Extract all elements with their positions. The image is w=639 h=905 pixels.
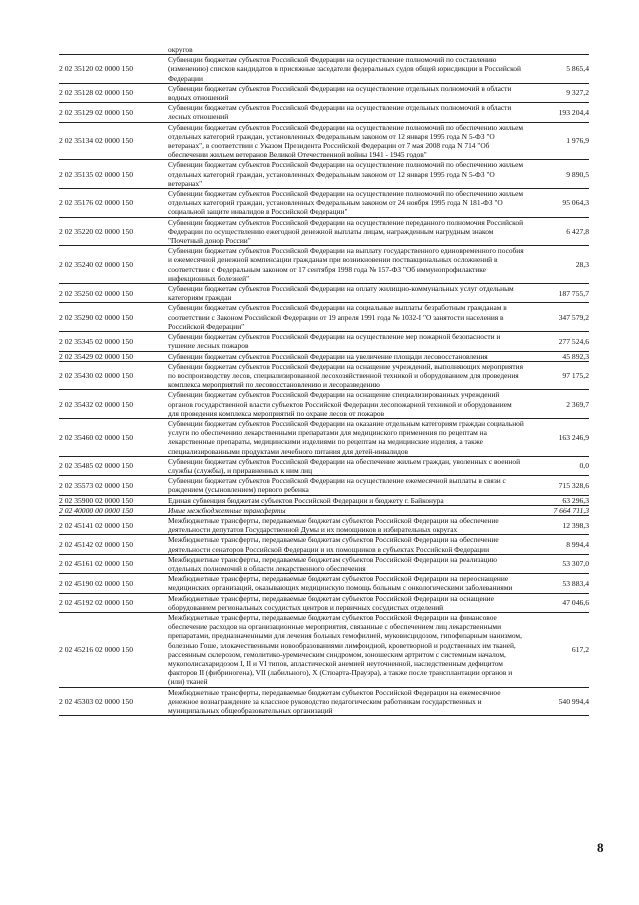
budget-revenue-table	[59, 45, 589, 716]
revenue-description: Субвенции бюджетам субъектов Российской Федерации на выплату государственного единовременного пособия и ежемесячной денежной компенсации гражданам при возникновении поствакцинальных осложнений в соответствии с Федеральным законом от 17 сентября 1998 года № 157-ФЗ "Об иммунопрофилактике инфекционных болезней"	[168, 246, 524, 283]
table-row	[59, 419, 589, 457]
revenue-description: Межбюджетные трансферты, передаваемые бюджетам субъектов Российской Федерации на обеспечение деятельности депутатов Государственной Думы и их помощников в избирательных округах	[168, 515, 499, 535]
revenue-amount: 347 579,2	[558, 312, 589, 322]
revenue-amount: 9 890,5	[566, 169, 589, 179]
revenue-code: 2 02 35128 02 0000 150	[59, 88, 134, 98]
revenue-description: Единая субвенция бюджетам субъектов Российской Федерации и бюджету г. Байконура	[168, 495, 444, 505]
revenue-code: 2 02 35900 02 0000 150	[59, 495, 134, 505]
revenue-code: 2 02 35129 02 0000 150	[59, 107, 134, 117]
table-row	[59, 218, 589, 247]
revenue-code: 2 02 35460 02 0000 150	[59, 432, 134, 442]
revenue-code: 2 02 35345 02 0000 150	[59, 336, 134, 346]
table-row	[59, 476, 589, 495]
page-number: 8	[597, 840, 604, 855]
table-row	[59, 352, 589, 362]
revenue-amount: 45 892,3	[562, 351, 589, 361]
table-row	[59, 362, 589, 391]
revenue-description: Межбюджетные трансферты, передаваемые бюджетам субъектов Российской Федерации на реализацию отдельных полномочий в области лекарственного обеспечения	[168, 554, 498, 573]
revenue-code: 2 02 45216 02 0000 150	[59, 645, 134, 655]
revenue-description: Межбюджетные трансферты, передаваемые бюджетам субъектов Российской Федерации на переоснащение медицинских организаций, оказывающих медицинскую помощь больным с онкологическими заболеваниями	[168, 574, 513, 593]
revenue-description: Субвенции бюджетам субъектов Российской Федерации на осуществление полномочий по обеспечению жильем отдельных категорий граждан, установленных Федеральным законом от 24 ноября 1995 года N 181-ФЗ "О социальной защите инвалидов в Российской Федерации"	[168, 189, 524, 217]
revenue-code: 2 02 35135 02 0000 150	[59, 169, 134, 179]
revenue-code: 2 02 40000 00 0000 150	[59, 505, 134, 515]
revenue-description: Субвенции бюджетам субъектов Российской Федерации на оплату жилищно-коммунальных услуг отдельным категориям граждан	[168, 284, 514, 303]
revenue-code: 2 02 35250 02 0000 150	[59, 288, 134, 298]
revenue-amount: 47 046,6	[562, 598, 589, 608]
table-row	[59, 688, 589, 717]
revenue-amount: 277 524,6	[558, 336, 589, 346]
revenue-amount: 617,2	[571, 645, 589, 655]
revenue-code: 2 02 35290 02 0000 150	[59, 312, 134, 322]
revenue-amount: 540 994,4	[558, 696, 589, 706]
revenue-code: 2 02 35220 02 0000 150	[59, 226, 134, 236]
table-row	[59, 613, 589, 688]
revenue-description: Субвенции бюджетам субъектов Российской Федерации на оснащение специализированных учреждений органов государственной власти субъектов Российской Федерации лесопожарной техникой и оборудованием для проведения комплекса мероприятий по охране лесов от пожаров	[168, 390, 512, 418]
table-row	[59, 303, 589, 332]
revenue-description: Субвенции бюджетам субъектов Российской Федерации на увеличение площади лесовосстановления	[168, 351, 488, 361]
revenue-amount: 163 246,9	[558, 432, 589, 442]
revenue-amount: 53 883,4	[562, 578, 589, 588]
revenue-description: Субвенции бюджетам субъектов Российской Федерации на обеспечение жильем граждан, уволенных с военной службы (службы), и приравненных к ним лиц	[168, 456, 521, 475]
revenue-description: Субвенции бюджетам субъектов Российской Федерации на осуществление полномочий по обеспечению жильем отдельных категорий граждан, установленных Федеральным законом от 12 января 1995 года N 5-ФЗ "О ветеранах", в соответствии с Указом Президента Российской Федерации от 7 мая 2008 года N 714 "Об обеспечении жильем ветеранов Великой Отечественной войны 1941 - 1945 годов"	[168, 122, 524, 160]
revenue-amount: 5 865,4	[566, 64, 589, 74]
revenue-code: 2 02 45303 02 0000 150	[59, 696, 134, 706]
revenue-amount: 6 427,8	[566, 226, 589, 236]
table-row	[59, 555, 589, 574]
revenue-description: Межбюджетные трансферты, передаваемые бюджетам субъектов Российской Федерации на обеспечение деятельности сенаторов Российской Федерации и их помощников в субъектах Российской Федерации	[168, 535, 499, 554]
table-row	[59, 516, 589, 535]
revenue-description: Субвенции бюджетам субъектов Российской Федерации на осуществление отдельных полномочий в области лесных отношений	[168, 103, 512, 122]
revenue-description: Субвенции бюджетам субъектов Российской Федерации на социальные выплаты безработным гражданам в соответствии с Законом Российской Федерации от 19 апреля 1991 года № 1032-I "О занятости населения в Российской Федерации"	[168, 303, 507, 331]
revenue-amount: 187 755,7	[558, 288, 589, 298]
revenue-code: 2 02 45190 02 0000 150	[59, 578, 134, 588]
table-row	[59, 506, 589, 516]
revenue-code: 2 02 45142 02 0000 150	[59, 539, 134, 549]
revenue-description: Субвенции бюджетам субъектов Российской Федерации на осуществление полномочий по обеспечению жильем отдельных категорий граждан, установленных Федеральным законом от 12 января 1995 года N 5-ФЗ "О ветеранах"	[168, 160, 524, 188]
revenue-code: 2 02 45161 02 0000 150	[59, 559, 134, 569]
revenue-amount: 193 204,4	[558, 107, 589, 117]
revenue-description: Межбюджетные трансферты, передаваемые бюджетам субъектов Российской Федерации на финансовое обеспечение расходов на организационные мероприятия, связанные с обеспечением лиц лекарственными препаратами, предназначенными для лечения больных гемофилией, муковисцидозом, гипофизарным нанизмом, болезнью Гоше, злокачественными новообразованиями лимфоидной, кроветворной и родственных им тканей, рассеянным склерозом, гемолитико-уремическим синдромом, юношеским артритом с системным началом, мукополисахаридозом I, II и VI типов, апластической анемией неуточненной, наследственным дефицитом факторов II (фибриногена), VII (лабильного), X (Стюарта-Прауэра), а также после трансплантации органов и (или) тканей	[168, 612, 522, 687]
table-row	[59, 574, 589, 593]
revenue-code: 2 02 45141 02 0000 150	[59, 520, 134, 530]
revenue-code: 2 02 35432 02 0000 150	[59, 399, 134, 409]
revenue-code: 2 02 35430 02 0000 150	[59, 370, 134, 380]
table-row	[59, 160, 589, 189]
table-row	[59, 594, 589, 613]
revenue-description: Субвенции бюджетам субъектов Российской Федерации на оказание отдельным категориям граждан социальной услуги по обеспечению лекарственными препаратами для медицинского применения по рецептам на лекарственные препараты, медицинскими изделиями по рецептам на медицинские изделия, а также специализированными продуктами лечебного питания для детей-инвалидов	[168, 418, 524, 456]
revenue-code: 2 02 35573 02 0000 150	[59, 480, 134, 490]
revenue-description: Межбюджетные трансферты, передаваемые бюджетам субъектов Российской Федерации на оснащение оборудованием региональных сосудистых центров и первичных сосудистых отделений	[168, 593, 494, 612]
revenue-amount: 53 307,0	[562, 559, 589, 569]
table-row	[59, 535, 589, 554]
table-row	[59, 246, 589, 284]
revenue-description: Субвенции бюджетам субъектов Российской Федерации на осуществление переданного полномочия Российской Федерации по осуществлению ежегодной денежной выплаты лицам, награжденным нагрудным знаком "Почетный донор России"	[168, 217, 524, 246]
revenue-amount: 715 328,6	[558, 480, 589, 490]
table-row	[59, 332, 589, 351]
revenue-amount: 8 994,4	[566, 539, 589, 549]
table-row	[59, 189, 589, 218]
table-row	[59, 103, 589, 122]
revenue-amount: 9 327,2	[566, 88, 589, 98]
table-row	[59, 284, 589, 303]
revenue-amount: 95 064,3	[562, 198, 589, 208]
table-row	[59, 390, 589, 419]
revenue-description: Субвенции бюджетам субъектов Российской Федерации на осуществление полномочий по составлению (изменению) списков кандидатов в присяжные заседатели федеральных судов общей юрисдикции в Российской Федерации	[168, 55, 521, 83]
revenue-description: Субвенции бюджетам субъектов Российской Федерации на осуществление мер пожарной безопасности и тушение лесных пожаров	[168, 332, 501, 351]
revenue-amount: 7 664 711,3	[553, 505, 589, 515]
revenue-amount: 97 175,2	[562, 370, 589, 380]
revenue-code: 2 02 35429 02 0000 150	[59, 351, 134, 361]
revenue-code: 2 02 35176 02 0000 150	[59, 198, 134, 208]
revenue-description: округов	[168, 45, 193, 54]
revenue-amount: 12 398,3	[562, 520, 589, 530]
table-row	[59, 496, 589, 506]
table-row	[59, 84, 589, 103]
revenue-code: 2 02 45192 02 0000 150	[59, 598, 134, 608]
table-row	[59, 123, 589, 161]
revenue-amount: 1 976,9	[566, 136, 589, 146]
revenue-amount: 2 369,7	[566, 399, 589, 409]
revenue-description: Межбюджетные трансферты, передаваемые бюджетам субъектов Российской Федерации на ежемесячное денежное вознаграждение за классное руководство педагогическим работникам государственных и муниципальных общеобразовательных организаций	[168, 687, 501, 716]
revenue-description: Субвенции бюджетам субъектов Российской Федерации на осуществление ежемесячной выплаты в связи с рождением (усыновлением) первого ребенка	[168, 476, 506, 495]
revenue-description: Субвенции бюджетам субъектов Российской Федерации на осуществление отдельных полномочий в области водных отношений	[168, 83, 512, 103]
revenue-description: Субвенции бюджетам субъектов Российской Федерации на оснащение учреждений, выполняющих мероприятия по воспроизводству лесов, специализированной лесохозяйственной техникой и оборудованием для проведения комплекса мероприятий по лесовосстановлению и лесоразведению	[168, 361, 523, 390]
revenue-amount: 28,3	[575, 260, 589, 270]
revenue-description: Иные межбюджетные трансферты	[168, 505, 286, 515]
revenue-code: 2 02 35120 02 0000 150	[59, 64, 134, 74]
revenue-code: 2 02 35134 02 0000 150	[59, 136, 134, 146]
table-row	[59, 457, 589, 476]
revenue-amount: 63 296,3	[562, 495, 589, 505]
table-row	[59, 45, 589, 55]
revenue-code: 2 02 35485 02 0000 150	[59, 461, 134, 471]
revenue-code: 2 02 35240 02 0000 150	[59, 260, 134, 270]
table-row	[59, 55, 589, 84]
revenue-amount: 0,0	[579, 461, 589, 471]
